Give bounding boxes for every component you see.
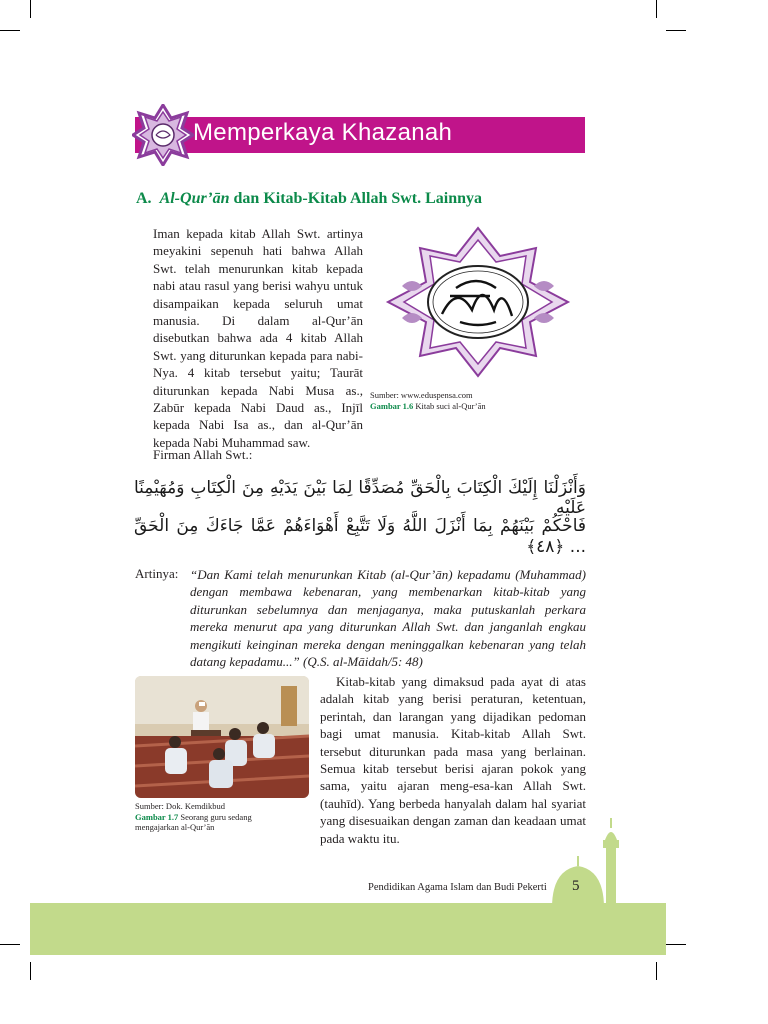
arabic-verse-line2: فَاحْكُمْ بَيْنَهُمْ بِمَا أَنْزَلَ اللَّهُ وَلَا تَتَّبِعْ أَهْوَاءَهُمْ عَمَّا جَاءَكَ مِنَ الْحَقِّ ... ﴿٤٨﴾	[134, 516, 586, 557]
book-title: Pendidikan Agama Islam dan Budi Pekerti	[368, 882, 547, 893]
minaret-icon	[597, 818, 625, 918]
section-heading: A. Al-Qur’ān dan Kitab-Kitab Allah Swt. Lainnya	[136, 190, 483, 207]
star-ornament-icon	[132, 104, 194, 166]
quran-calligraphy-image	[372, 226, 584, 378]
translation-label: Artinya:	[135, 566, 179, 581]
firman-label: Firman Allah Swt.:	[153, 447, 253, 462]
translation-text: “Dan Kami telah menurunkan Kitab (al-Qur’ān) kepadamu (Muhammad) dengan membawa kebenaran, yang membenarkan kitab-kitab yang diturunkan sebelumnya dan menjaganya, maka putuskanlah perkara mereka menurut apa yang diturunkan Allah Swt. dan janganlah engkau mengikuti keinginan mereka dengan meninggalkan kebenaran yang telah datang kepadamu...” (Q.S. al-Māidah/5: 48)	[190, 567, 586, 670]
crop-mark	[0, 30, 20, 31]
banner-title: Memperkaya Khazanah	[193, 119, 453, 146]
crop-mark	[30, 0, 31, 18]
classroom-photo	[135, 676, 309, 798]
crop-mark	[656, 962, 657, 980]
section-banner	[135, 117, 585, 153]
figure1-caption: Sumber: www.eduspensa.com Gambar 1.6 Kitab suci al-Qur’ān	[370, 390, 486, 411]
crop-mark	[666, 944, 686, 945]
intro-paragraph: Iman kepada kitab Allah Swt. artinya meyakini sepenuh hati bahwa Allah Swt. telah menurunkan kitab kepada nabi atau rasul yang berisi wahyu untuk disampaikan kepada seluruh umat manusia. Di dalam al-Qur’ān disebutkan bahwa ada 4 kitab Allah Swt. yang diturunkan kepada para nabi-Nya. 4 kitab tersebut yaitu; Taurāt diturunkan kepada Nabi Musa as., Zabūr kepada Nabi Daud as., Injīl kepada Nabi Isa as., dan al-Qur’ān kepada Nabi Muhammad saw.	[153, 226, 363, 450]
page-number: 5	[572, 878, 580, 894]
crop-mark	[666, 30, 686, 31]
crop-mark	[30, 962, 31, 980]
crop-mark	[656, 0, 657, 18]
explanation-paragraph: Kitab-kitab yang dimaksud pada ayat di atas adalah kitab yang berisi peraturan, ketentuan, perintah, dan larangan yang dijadikan pedoman bagi umat manusia. Kitab-kitab Allah Swt. tersebut diturunkan pada masa yang berlainan. Semua kitab tersebut berisi ajaran pokok yang sama, yaitu ajaran meng-esa-kan Allah Swt. (tauhīd). Yang berbeda hanyalah dalam hal syariat yang disesuaikan dengan zaman dan keadaan umat pada waktu itu.	[320, 674, 586, 846]
figure2-caption: Sumber: Dok. Kemdikbud Gambar 1.7 Seorang guru sedang mengajarkan al-Qur’ān	[135, 801, 252, 832]
arabic-verse-line1: وَأَنْزَلْنَا إِلَيْكَ الْكِتَابَ بِالْحَقِّ مُصَدِّقًا لِمَا بَيْنَ يَدَيْهِ مِنَ الْكِتَابِ وَمُهَيْمِنًا عَلَيْهِ	[134, 478, 586, 518]
crop-mark	[0, 944, 20, 945]
